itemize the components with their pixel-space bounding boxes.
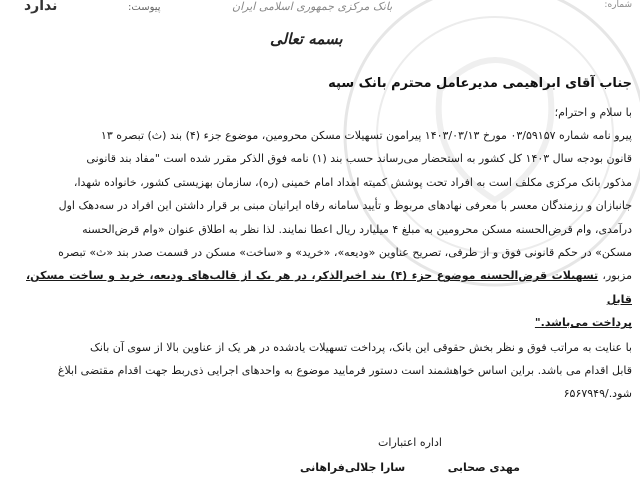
paragraph-text: مزبور،: [598, 269, 632, 283]
organization-name: بانک مرکزی جمهوری اسلامی ایران: [232, 0, 393, 13]
letter-addressee: جناب آقای ابراهیمی مدیرعامل محترم بانک سپه: [328, 76, 632, 91]
underlined-clause: تسهیلات قرض‌الحسنه موضوع جزء (۴) بند اخیرالذکر، در هر یک از قالب‌های ودیعه، خرید و ساخت مسکن، قابل: [26, 269, 632, 306]
underlined-clause-end: پرداخت می‌باشد.": [534, 316, 632, 330]
paragraph-line: شود./۶۵۶۷۹۴۹: [563, 387, 632, 400]
letter-paragraph-1: [26, 124, 632, 335]
basmala-heading: بسمه تعالی: [270, 30, 343, 48]
signer-right: مهدی صحابی: [447, 461, 520, 474]
attachment-value: ندارد: [24, 0, 58, 14]
signature-block: [300, 436, 520, 474]
paragraph-line: پیرو نامه شماره ۰۳/۵۹۱۵۷ مورخ ۱۴۰۳/۰۳/۱۳ پیرامون تسهیلات مسکن محرومین، موضوع جزء (۴) بند (ث) تبصره ۱۳: [100, 129, 632, 142]
signature-names: [300, 461, 520, 474]
paragraph-line: درآمدی، وام قرض‌الحسنه مسکن محرومین به مبلغ ۴ میلیارد ریال اعطا نمایند. لذا نظر به اطلاق عنوان «وام قرض‌الحسنه: [82, 222, 632, 236]
letter-paragraph-2: [26, 336, 632, 405]
paragraph-line: [26, 311, 632, 334]
paragraph-line: قانون بودجه سال ۱۴۰۳ کل کشور به استحضار می‌رساند حسب بند (۱) نامه فوق الذکر مقرر شده است "مفاد بند قانونی: [86, 152, 632, 166]
paragraph-line: مسکن» در حکم قانونی فوق و از طرفی، تصریح عناوین «ودیعه»، «خرید» و «ساخت» مسکن در قسمت صدر بند «ث» تبصره: [58, 246, 632, 260]
reference-label: شماره:: [604, 0, 632, 10]
signer-left: سارا جلالی‌فراهانی: [300, 461, 406, 474]
signature-department: اداره اعتبارات: [378, 436, 442, 449]
paragraph-line: [26, 264, 632, 311]
paragraph-line: مذکور بانک مرکزی مکلف است به افراد تحت پوشش کمیته امداد امام خمینی (ره)، سازمان بهزیستی کشور، خانواده شهدا،: [73, 175, 632, 189]
paragraph-line: جانبازان و رزمندگان معسر با معرفی نهادهای مربوط و تأیید سامانه رفاه ایرانیان مبنی بر قرار داشتن این افراد در سه‌دهک اول: [58, 199, 632, 213]
paragraph-line: با عنایت به مراتب فوق و نظر بخش حقوقی این بانک، پرداخت تسهیلات یادشده در هر یک از عناوین بالا از سوی آن بانک: [89, 341, 632, 354]
paragraph-line: قابل اقدام می باشد. براین اساس خواهشمند است دستور فرمایید موضوع به واحدهای اجرایی ذی‌ربط جهت اقدام مقتضی ابلاغ: [57, 364, 632, 377]
attachment-label: پیوست:: [128, 2, 161, 13]
letter-greeting: با سلام و احترام؛: [554, 106, 632, 119]
